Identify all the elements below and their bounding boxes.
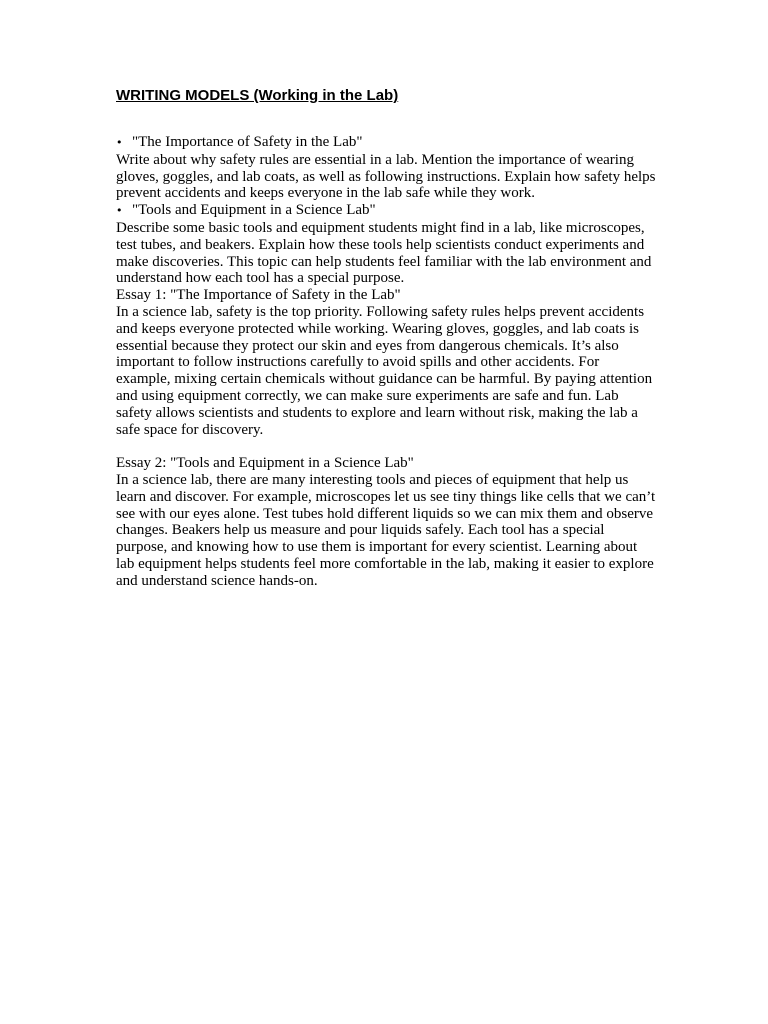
prompt-1-bullet-line [116, 134, 656, 152]
bullet-icon: • [116, 136, 123, 149]
document-body [116, 134, 656, 590]
prompt-1-text: Write about why safety rules are essential in a lab. Mention the importance of wearing gloves, goggles, and lab coats, as well as following instructions. Explain how safety helps prevent accidents and keeps everyone in the lab safe while they work. [116, 151, 656, 202]
essay-1-text: In a science lab, safety is the top priority. Following safety rules helps prevent accidents and keeps everyone protected while working. Wearing gloves, goggles, and lab coats is essential because they protect our skin and eyes from dangerous chemicals. It’s also important to follow instructions carefully to avoid spills and other accidents. For example, mixing certain chemicals without guidance can be harmful. By paying attention and using equipment correctly, we can make sure experiments are safe and fun. Lab safety allows scientists and students to explore and learn without risk, making the lab a safe space for discovery. [116, 303, 653, 438]
prompt-2-text: Describe some basic tools and equipment students might find in a lab, like microscopes, test tubes, and beakers. Explain how these tools help scientists conduct experiments and make discoveries. This topic can help students feel familiar with the lab environment and understand how each tool has a special purpose. [116, 219, 652, 287]
prompt-1-heading: "The Importance of Safety in the Lab" [132, 134, 363, 150]
document-title: WRITING MODELS (Working in the Lab) [116, 87, 399, 104]
prompt-2-bullet-line [116, 202, 656, 220]
document-page [116, 86, 656, 590]
bullet-icon: • [116, 204, 123, 218]
prompt-2-heading: "Tools and Equipment in a Science Lab" [132, 202, 376, 219]
paragraph-gap [116, 438, 656, 455]
essay-2-text: In a science lab, there are many interesting tools and pieces of equipment that help us learn and discover. For example, microscopes let us see tiny things like cells that we can’t see with our eyes alone. Test tubes hold different liquids so we can mix them and observe changes. Beakers help us measure and pour liquids safely. Each tool has a special purpose, and knowing how to use them is important for every scientist. Learning about lab equipment helps students feel more comfortable in the lab, making it easier to explore and understand science hands-on. [116, 471, 656, 589]
essay-1-heading: Essay 1: "The Importance of Safety in the Lab" [116, 287, 401, 304]
essay-2-heading: Essay 2: "Tools and Equipment in a Science Lab" [116, 455, 414, 472]
title-spacer [116, 106, 656, 134]
